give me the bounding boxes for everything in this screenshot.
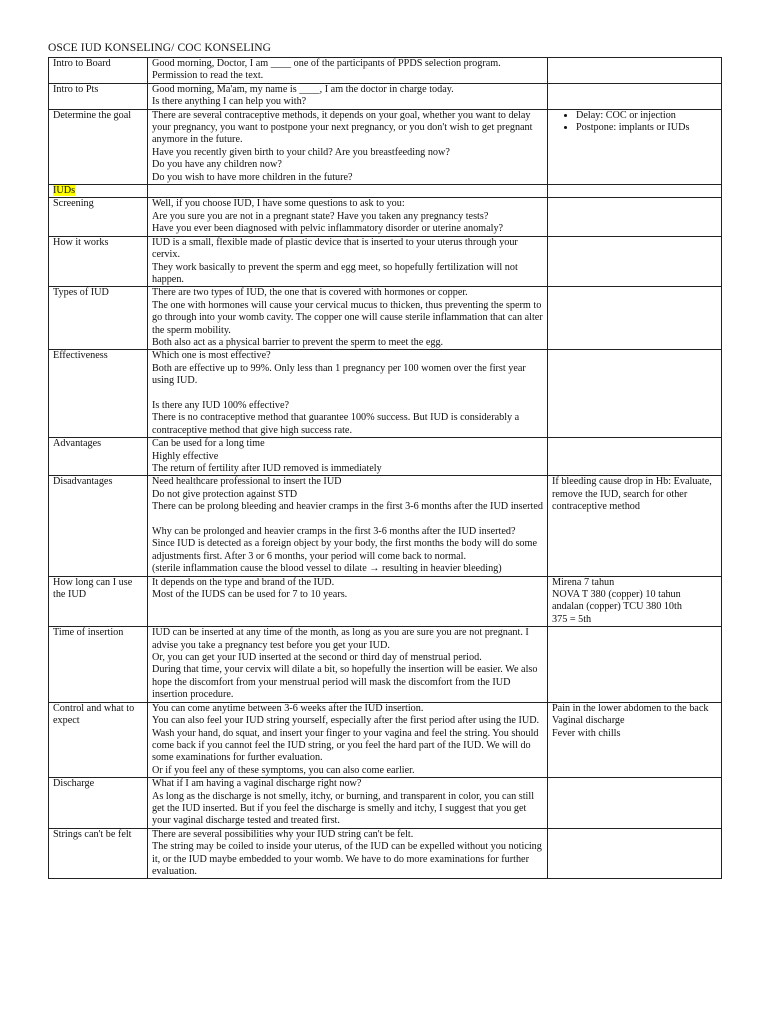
note-line: NOVA T 380 (copper) 10 tahun	[552, 589, 681, 601]
topic-cell: Effectiveness	[49, 350, 148, 438]
script-line: Or if you feel any of these symptoms, you can also come earlier.	[152, 764, 415, 776]
script-line: Have you ever been diagnosed with pelvic inflammatory disorder or uterine anomaly?	[152, 223, 504, 235]
script-line: Permission to read the text.	[152, 70, 264, 82]
counseling-table	[48, 57, 722, 879]
script-line: IUD is a small, flexible made of plastic device that is inserted to your uterus through your cervix.	[152, 236, 518, 261]
topic-cell: Discharge	[49, 778, 148, 829]
script-line: Well, if you choose IUD, I have some questions to ask to you:	[152, 198, 405, 210]
script-line: Do you have any children now?	[152, 159, 282, 171]
script-cell	[148, 287, 548, 350]
table-row	[49, 109, 722, 184]
script-line	[152, 388, 543, 400]
script-line: There can be prolong bleeding and heavier cramps in the first 3-6 months after the IUD inserted	[152, 501, 543, 513]
script-line: You can come anytime between 3-6 weeks after the IUD insertion.	[152, 702, 424, 714]
script-line: Can be used for a long time	[152, 438, 265, 450]
note-line: Mirena 7 tahun	[552, 576, 615, 588]
note-line: Vaginal discharge	[552, 715, 625, 727]
script-cell	[148, 476, 548, 576]
script-line: Need healthcare professional to insert the IUD	[152, 476, 342, 488]
script-line: Do you wish to have more children in the future?	[152, 171, 353, 183]
topic-cell: Determine the goal	[49, 109, 148, 184]
table-row	[49, 778, 722, 829]
script-cell	[148, 109, 548, 184]
script-line: Highly effective	[152, 450, 219, 462]
table-row	[49, 438, 722, 476]
table-row	[49, 185, 722, 198]
notes-cell	[548, 778, 722, 829]
table-row	[49, 198, 722, 236]
topic-cell: How long can I use the IUD	[49, 576, 148, 627]
note-line: Fever with chills	[552, 727, 621, 739]
note-line: 375 = 5th	[552, 613, 592, 625]
notes-list-item: • Delay: COC or injection	[576, 110, 717, 122]
script-line	[152, 514, 543, 526]
script-cell	[148, 350, 548, 438]
script-cell	[148, 702, 548, 777]
table-row	[49, 58, 722, 84]
script-line: Good morning, Doctor, I am ____ one of the participants of PPDS selection program.	[152, 58, 501, 69]
script-line: There are several possibilities why your IUD string can't be felt.	[152, 828, 414, 840]
notes-cell	[548, 438, 722, 476]
table-row	[49, 476, 722, 576]
script-line: The one with hormones will cause your cervical mucus to thicken, thus preventing the sperm to go through into your womb cavity. The copper one will cause sterile inflammation that can alter the sperm mobility.	[152, 299, 543, 336]
topic-cell: Types of IUD	[49, 287, 148, 350]
notes-cell	[548, 702, 722, 777]
notes-list	[552, 110, 717, 135]
topic-cell: Intro to Pts	[49, 83, 148, 109]
topic-cell: Screening	[49, 198, 148, 236]
note-line: If bleeding cause drop in Hb: Evaluate, remove the IUD, search for other contraceptive method	[552, 476, 712, 513]
table-row	[49, 236, 722, 287]
script-cell	[148, 828, 548, 879]
script-line: Most of the IUDS can be used for 7 to 10 years.	[152, 589, 348, 601]
document-title: OSCE IUD KONSELING/ COC KONSELING	[48, 42, 272, 54]
script-cell	[148, 778, 548, 829]
script-line: Have you recently given birth to your child? Are you breastfeeding now?	[152, 146, 450, 158]
section-heading: IUDs	[53, 185, 76, 197]
topic-cell: Disadvantages	[49, 476, 148, 576]
script-line: What if I am having a vaginal discharge right now?	[152, 778, 362, 790]
script-line: Do not give protection against STD	[152, 488, 298, 500]
script-cell	[148, 236, 548, 287]
topic-cell: Intro to Board	[49, 58, 148, 84]
topic-cell: Strings can't be felt	[49, 828, 148, 879]
topic-cell: Advantages	[49, 438, 148, 476]
notes-cell	[548, 287, 722, 350]
note-line: Pain in the lower abdomen to the back	[552, 702, 709, 714]
topic-cell: Control and what to expect	[49, 702, 148, 777]
notes-cell	[548, 576, 722, 627]
script-line: There are several contraceptive methods, it depends on your goal, whether you want to delay your pregnancy, you want to postpone your next pregnancy, or you don't wish to get pregnant anymore in the future.	[152, 109, 533, 146]
script-line: During that time, your cervix will dilate a bit, so hopefully the insertion will be easier. We also hope the discomfort from your menstrual period will mask the discomfort from the IUD insertion procedure.	[152, 664, 538, 701]
script-line: Are you sure you are not in a pregnant state? Have you taken any pregnancy tests?	[152, 210, 489, 222]
notes-cell	[548, 83, 722, 109]
table-row	[49, 828, 722, 879]
script-line: Why can be prolonged and heavier cramps in the first 3-6 months after the IUD inserted?	[152, 526, 516, 537]
notes-cell	[548, 236, 722, 287]
script-line: Both are effective up to 99%. Only less than 1 pregnancy per 100 women over the first year using IUD.	[152, 362, 526, 387]
notes-cell	[548, 109, 722, 184]
script-line: They work basically to prevent the sperm and egg meet, so hopefully fertilization will not happen.	[152, 261, 518, 285]
table-row	[49, 350, 722, 438]
script-line: The return of fertility after IUD removed is immediately	[152, 462, 382, 474]
script-line: There are two types of IUD, the one that is covered with hormones or copper.	[152, 287, 468, 299]
table-row	[49, 627, 722, 702]
script-cell	[148, 627, 548, 702]
notes-cell	[548, 58, 722, 84]
table-row	[49, 83, 722, 109]
script-line: Which one is most effective?	[152, 350, 271, 362]
script-line: Good morning, Ma'am, my name is ____, I am the doctor in charge today.	[152, 83, 454, 95]
notes-cell	[548, 476, 722, 576]
script-cell	[148, 198, 548, 236]
script-line: Both also act as a physical barrier to prevent the sperm to meet the egg.	[152, 336, 444, 348]
script-line: IUD can be inserted at any time of the month, as long as you are sure you are not pregnant. I advise you take a pregnancy test before you get your IUD.	[152, 627, 529, 651]
topic-cell: Time of insertion	[49, 627, 148, 702]
notes-list-item: • Postpone: implants or IUDs	[576, 122, 717, 134]
script-line: There is no contraceptive method that guarantee 100% success. But IUD is considerably a contraceptive method that give high success rate.	[152, 412, 520, 436]
empty-cell	[548, 185, 722, 198]
table-row	[49, 287, 722, 350]
script-line: The string may be coiled to inside your uterus, of the IUD can be expelled without you noticing it, or the IUD maybe embedded to your womb. We have to do more examinations for further evaluation.	[152, 841, 542, 877]
script-line: Is there any IUD 100% effective?	[152, 399, 289, 411]
script-cell	[148, 83, 548, 109]
note-line: andalan (copper) TCU 380 10th	[552, 601, 682, 613]
notes-cell	[548, 198, 722, 236]
empty-cell	[148, 185, 548, 198]
script-cell	[148, 58, 548, 84]
section-heading-cell	[49, 185, 148, 198]
script-line: Is there anything I can help you with?	[152, 96, 307, 108]
script-line: Or, you can get your IUD inserted at the second or third day of menstrual period.	[152, 652, 482, 664]
table-row	[49, 702, 722, 777]
notes-cell	[548, 350, 722, 438]
script-line: You can also feel your IUD string yourself, especially after the first period after using the IUD. Wash your hand, do squat, and insert your finger to your vagina and feel the string. You should come back if you cannot feel the IUD string, or you feel the hard part of the IUD. We will do some examinations for further evaluation.	[152, 715, 540, 764]
topic-cell: How it works	[49, 236, 148, 287]
script-cell	[148, 576, 548, 627]
notes-cell	[548, 627, 722, 702]
script-cell	[148, 438, 548, 476]
script-line: (sterile inflammation cause the blood vessel to dilate → resulting in heavier bleeding)	[152, 563, 502, 575]
script-line: As long as the discharge is not smelly, itchy, or burning, and transparent in color, you can still get the IUD inserted. But if you feel the discharge is smelly and itchy, I suggest that you get your vaginal discharge tested and treated first.	[152, 790, 535, 827]
notes-cell	[548, 828, 722, 879]
script-line: It depends on the type and brand of the IUD.	[152, 576, 335, 588]
table-row	[49, 576, 722, 627]
script-line: Since IUD is detected as a foreign object by your body, the first months the body will do some adjustments first. After 3 or 6 months, your period will come back to normal.	[152, 538, 537, 562]
